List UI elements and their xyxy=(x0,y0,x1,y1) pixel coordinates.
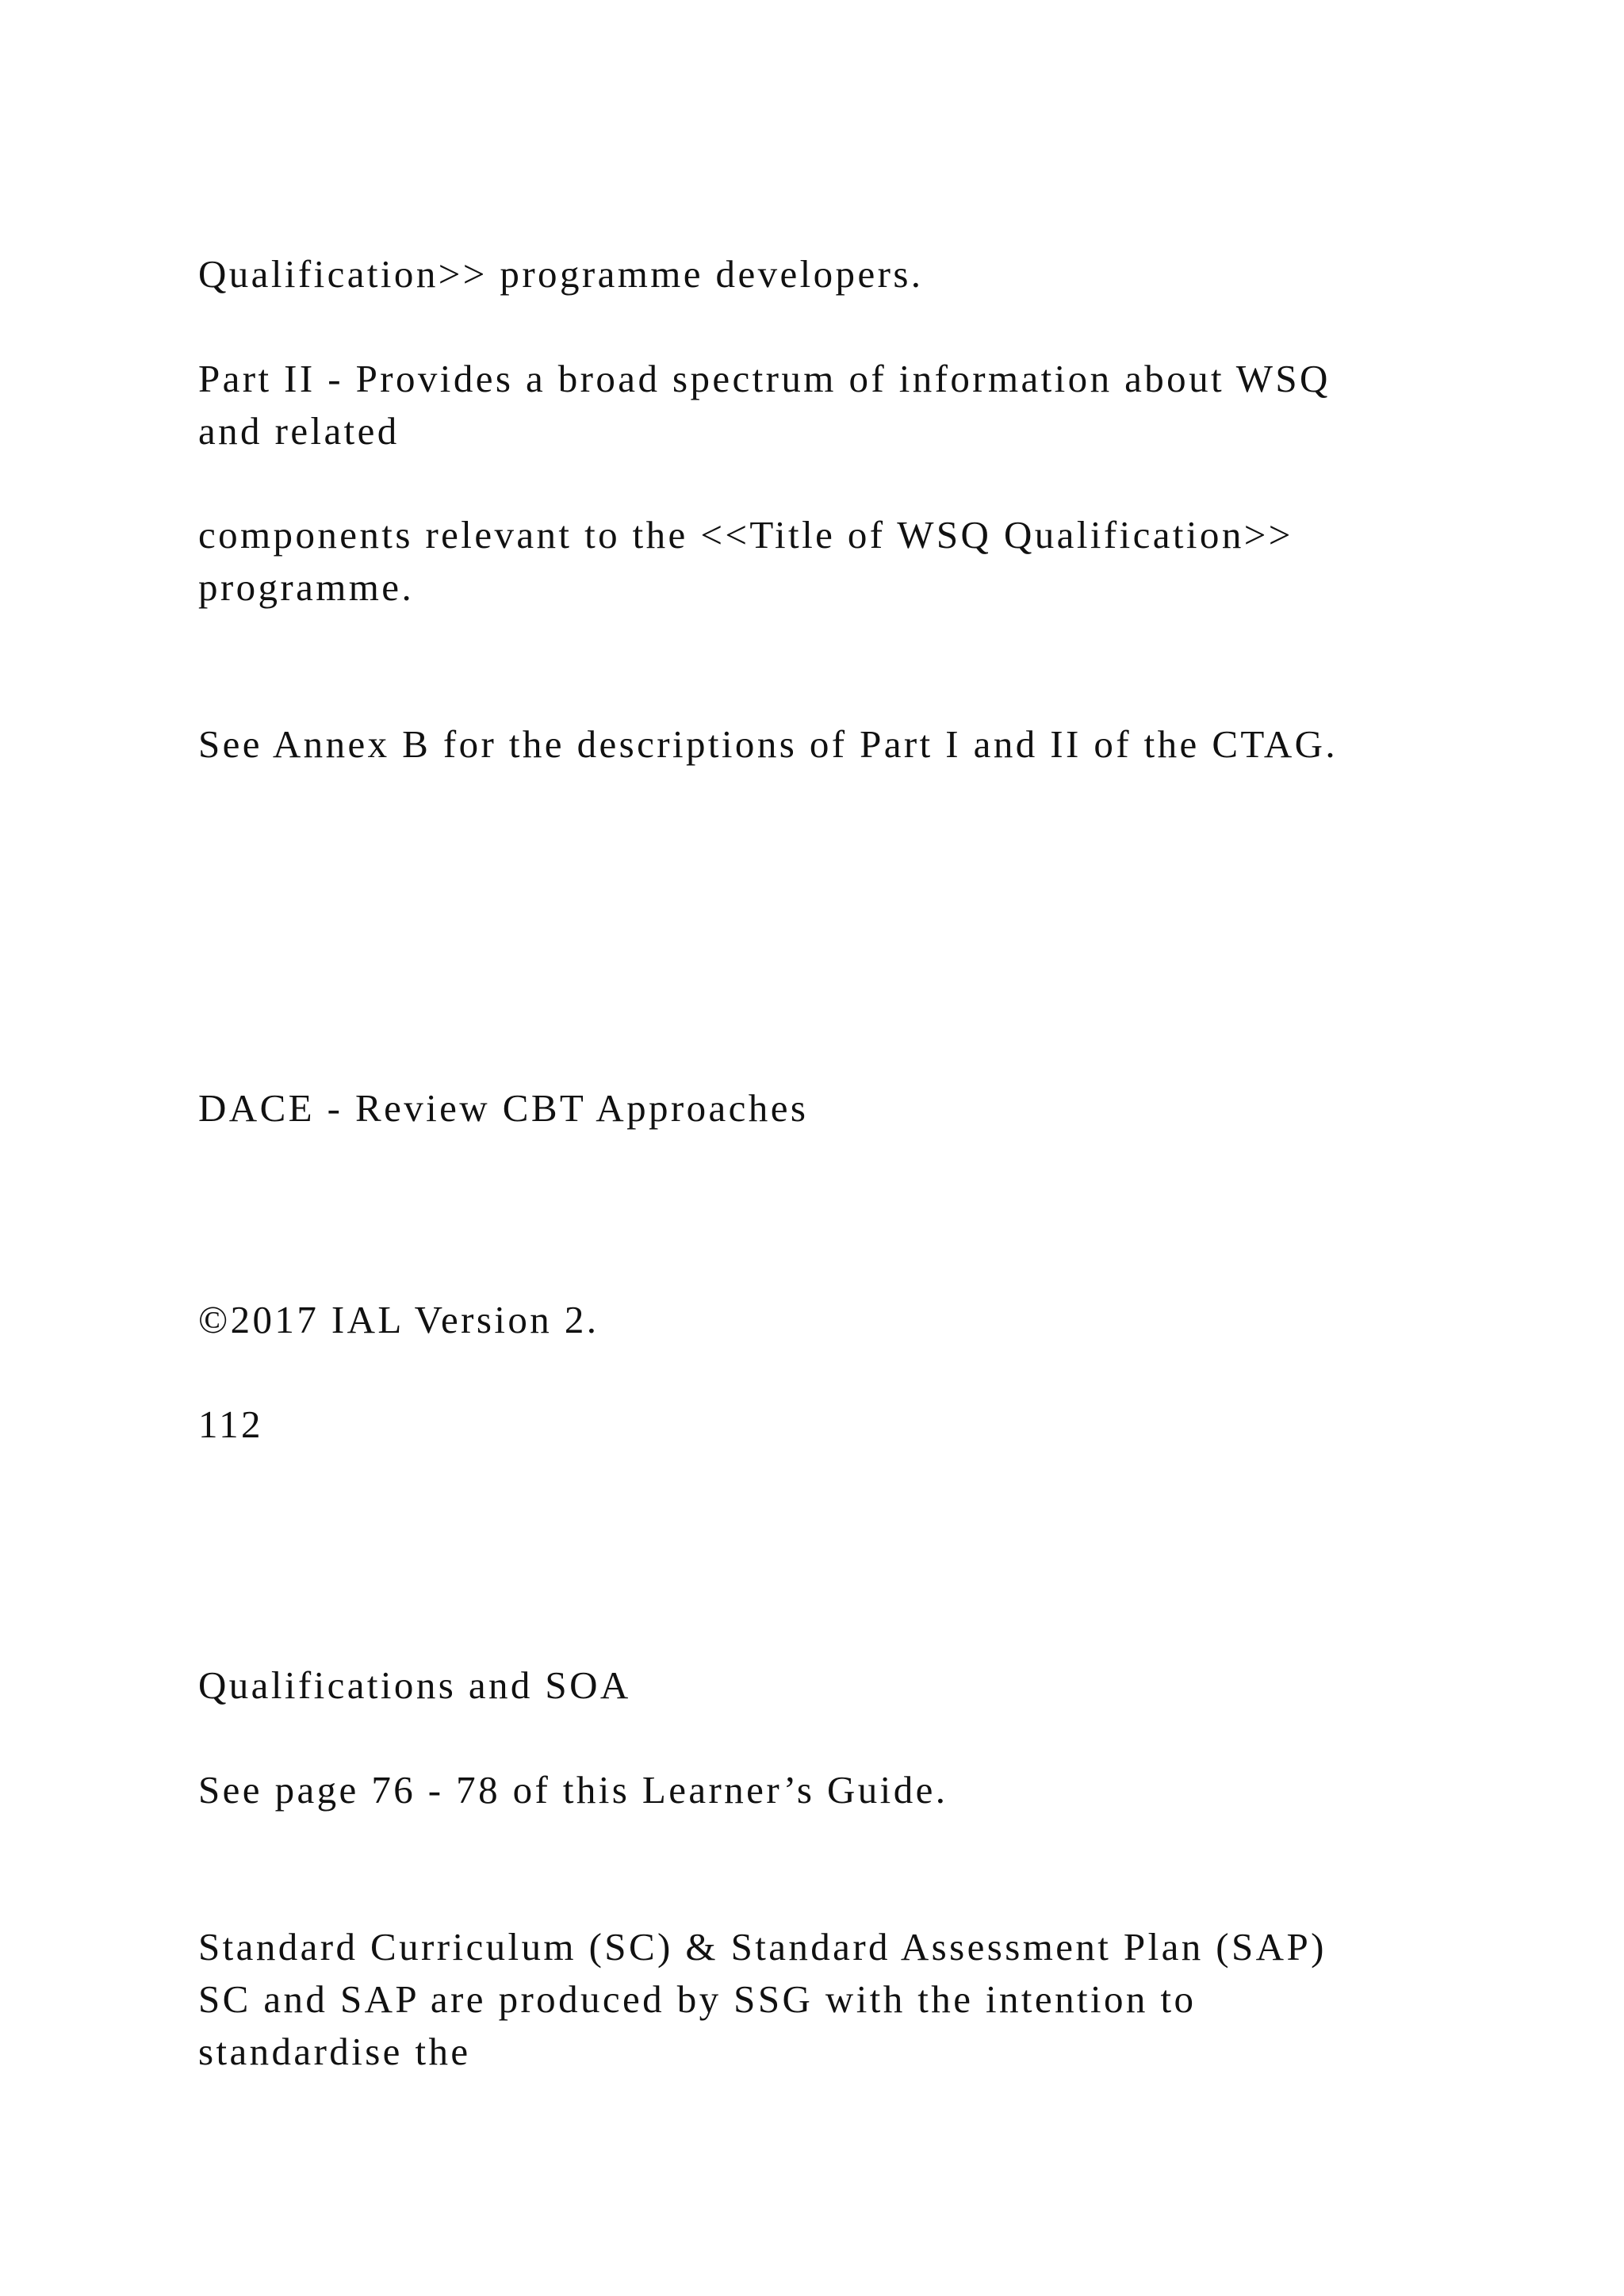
text-line: Part II - Provides a broad spectrum of information about WSQ xyxy=(198,357,1331,400)
copyright-text: ©2017 IAL Version 2. xyxy=(198,1298,599,1341)
text-line: SC and SAP are produced by SSG with the intention to xyxy=(198,1977,1197,2021)
page-number: 112 xyxy=(198,1402,263,1446)
text-line: components relevant to the <<Title of WSQ Qualification>> xyxy=(198,513,1293,557)
text-line: See Annex B for the descriptions of Part I and II of the CTAG. xyxy=(198,722,1339,766)
text-line: programme. xyxy=(198,565,415,609)
section-heading: Qualifications and SOA xyxy=(198,1663,631,1707)
text-line: Qualification>> programme developers. xyxy=(198,252,924,296)
text-line: See page 76 - 78 of this Learner’s Guide. xyxy=(198,1768,948,1812)
section-heading: DACE - Review CBT Approaches xyxy=(198,1086,809,1130)
text-line: standardise the xyxy=(198,2030,471,2073)
text-line: and related xyxy=(198,409,400,453)
section-heading: Standard Curriculum (SC) & Standard Assessment Plan (SAP) xyxy=(198,1925,1327,1969)
